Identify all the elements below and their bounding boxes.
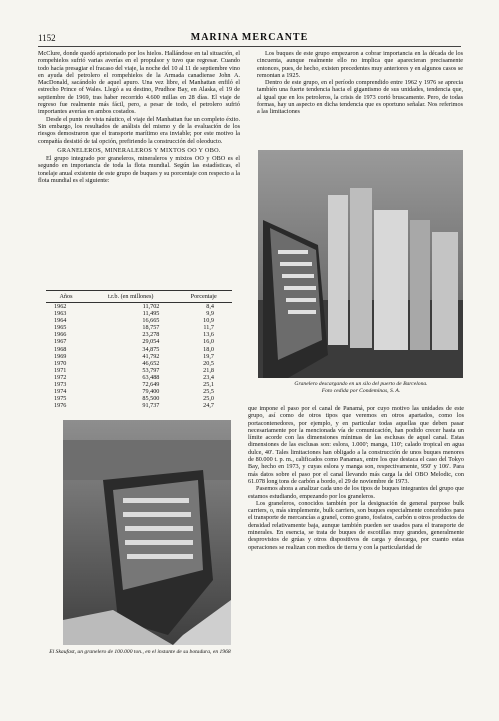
right-column-top [257, 50, 463, 116]
year-cell: 1975 [54, 395, 67, 403]
table-header-row [46, 291, 232, 303]
table-row [46, 303, 232, 311]
table-header: Años [46, 291, 86, 303]
photo-silo-image [258, 150, 463, 378]
paragraph: Pasemos ahora a analizar cada uno de los tipos de buques integrantes del grupo que estamos estudiando, empezando por los graneleros. [248, 485, 464, 500]
trb-cell: 46,652 [142, 359, 160, 367]
percent-cell: 16,0 [203, 338, 214, 346]
percent-cell: 20,5 [203, 359, 214, 367]
percent-cell: 25,5 [203, 388, 214, 396]
trb-cell: 11,495 [142, 310, 160, 318]
trb-cell: 23,278 [142, 331, 160, 339]
section-heading: GRANELEROS, MINERALEROS Y MIXTOS OO Y OBO. [57, 146, 221, 154]
trb-cell: 34,875 [142, 345, 160, 353]
table-header: t.r.b. (en millones) [86, 291, 175, 303]
paragraph: Los buques de este grupo empezaron a cobrar importancia en la década de los cincuenta, aunque realmente ello no implica que aparecieran precisamente entonces, pues, de hecho, existen precedentes muy anteriores y en algunos casos se remontan a 1925. [257, 50, 463, 79]
percent-cell: 10,9 [203, 317, 214, 325]
table-row [46, 346, 232, 353]
photo-left-caption: El Skaufast, un granelero de 100.000 ton., en el instante de su botadura, en 1968 [49, 649, 231, 655]
photo-launch-image [63, 420, 231, 645]
year-cell: 1974 [54, 388, 67, 396]
year-cell: 1972 [54, 373, 67, 381]
percent-cell: 8,4 [206, 303, 214, 310]
header-rule [38, 46, 461, 47]
year-cell: 1976 [54, 402, 67, 410]
percent-cell: 25,0 [203, 395, 214, 403]
table-row [46, 402, 232, 409]
percent-cell: 19,7 [203, 352, 214, 360]
year-cell: 1969 [54, 352, 67, 360]
paragraph: Los graneleros, conocidos también por la designación de general purpose bulk carriers, o, más simplemente, bulk carriers, son buques especialmente concebidos para el transporte de mercancías a granel, como grano, fosfatos, carbón u otros productos de densidad relativamente baja, aunque también pueden ser usados para el transporte de minerales. En esencia, se trata de buques de escotillas muy grandes, generalmente desprovistos de grúas y otros dispositivos de carga y descarga, por cuanto estas operaciones se realizan con medios de tierra y con la particularidad de [248, 499, 464, 551]
table-row [46, 360, 232, 367]
photo-bulk-carrier-silo [258, 150, 463, 378]
photo-skaufast-launch [63, 420, 231, 645]
percent-cell: 21,8 [203, 366, 214, 374]
table-row [46, 317, 232, 324]
paragraph: Dentro de este grupo, en el período comprendido entre 1962 y 1976 se aprecia también una fuerte tendencia hacia el gigantismo de sus unidades, tendencia que, al igual que en los petroleros, la crisis de 1973 cortó bruscamente. Pero, de todas formas, hay un aspecto en dicha tendencia que es oportuno señalar. Nos referimos a las limitaciones [257, 79, 463, 116]
paragraph: Desde el punto de vista náutico, el viaje del Manhattan fue un completo éxito. Sin embargo, los resultados de análisis del mismo y de la evaluación de los riesgos demostraron que el transporte marítimo era inviable; por este motivo la compañía desistió de tal opción, prefiriendo la construcción del oleoducto. [38, 115, 240, 145]
caption-text: Granelero descargando en un silo del puerto de Barcelona. [294, 381, 428, 387]
year-cell: 1963 [54, 310, 67, 318]
table-row [46, 331, 232, 338]
year-cell: 1964 [54, 317, 67, 325]
year-cell: 1965 [54, 324, 67, 332]
table-row [46, 353, 232, 360]
trb-cell: 41,792 [142, 352, 160, 360]
trb-cell: 18,757 [142, 324, 160, 332]
percent-cell: 13,6 [203, 331, 214, 339]
trb-cell: 72,649 [142, 381, 160, 389]
left-column [38, 50, 240, 184]
year-cell: 1973 [54, 381, 67, 389]
trb-cell: 85,500 [142, 395, 160, 403]
percent-cell: 23,4 [203, 373, 214, 381]
table-row [46, 338, 232, 345]
percent-cell: 24,7 [203, 402, 214, 410]
trb-cell: 53,797 [142, 366, 160, 374]
table-row [46, 395, 232, 402]
percent-cell: 9,9 [206, 310, 214, 318]
table-row [46, 310, 232, 317]
year-cell: 1970 [54, 359, 67, 367]
percent-cell: 25,1 [203, 381, 214, 389]
year-cell: 1962 [54, 303, 67, 310]
table-row [46, 324, 232, 331]
paragraph: McClure, donde quedó aprisionado por los hielos. Hallándose en tal situación, el rompehielos sufrió varias averías en el propulsor y tuvo que regresar. Cuando todo hacía presagiar el fracaso del viaje, la noche del 10 al 11 de septiembre vino en ayuda del petrolero el rompehielos de la Armada canadiense John A. MacDonald, sacándolo de aquel apuro. Una vez libre, el Manhattan enfiló el estrecho Prince of Wales. Llegó a su destino, Prudhoe Bay, en Alaska, el 19 de septiembre de 1969, tras haber recorrido 4.600 millas en 28 días. El viaje de regreso fue realmente más fácil, pero, a pesar de todo, el petrolero sufrió importantes averías en ambos costados. [38, 50, 240, 116]
page-number: 1152 [38, 33, 56, 43]
year-cell: 1968 [54, 345, 67, 353]
caption-credit: Foto cedida por Condeminas, S. A. [321, 387, 401, 394]
photo-right-caption [258, 381, 464, 395]
table-row [46, 388, 232, 395]
table-row [46, 374, 232, 381]
year-cell: 1966 [54, 331, 67, 339]
percent-cell: 11,7 [203, 324, 214, 332]
trb-cell: 79,400 [142, 388, 160, 396]
percent-cell: 18,0 [203, 345, 214, 353]
running-title: MARINA MERCANTE [190, 32, 309, 43]
right-column-bottom [248, 405, 464, 551]
table-header: Porcentaje [175, 291, 232, 303]
trb-cell: 16,665 [142, 317, 160, 325]
paragraph: que impone el paso por el canal de Panamá, por cuyo motivo las unidades de este grupo, así como de otros tipos que veremos en otros apartados, como los portacontenedores, por ejemplo, y en particular todas aquellas que deben pasar necesariamente por la mencionada vía de comunicación, han podido crecer hasta un límite acorde con las dimensiones mínimas de las esclusas de aquel canal. Estas dimensiones de las esclusas son: eslora, 1.000'; manga, 110'; calado tropical en agua dulce, 40'. Tales limitaciones han obligado a la construcción de unos buques menores de 80.000 t. p. m., calificados como Panamax, entre los que destaca el caso del Tokyo Bay, hecho en 1973, y cuyas eslora y manga son, respectivamente, 950' y 106'. Para más datos sobre el paso por el canal llevando más carga la del OBO Melodic, con 61.078 long tons de carbón a bordo, el 29 de noviembre de 1973. [248, 405, 464, 485]
trb-cell: 29,054 [142, 338, 160, 346]
paragraph: El grupo integrado por graneleros, mineraleros y mixtos OO y OBO es el segundo en importancia de toda la flota mundial. Según las estadísticas, el tonelaje anual existente de este grupo de buques y su porcentaje con respecto a la flota mundial es el siguiente: [38, 155, 240, 185]
year-cell: 1967 [54, 338, 67, 346]
trb-cell: 91,737 [142, 402, 160, 410]
table-row [46, 367, 232, 374]
tonnage-table [46, 290, 232, 409]
year-cell: 1971 [54, 366, 67, 374]
trb-cell: 11,702 [142, 303, 160, 310]
trb-cell: 63,488 [142, 373, 160, 381]
table-row [46, 381, 232, 388]
